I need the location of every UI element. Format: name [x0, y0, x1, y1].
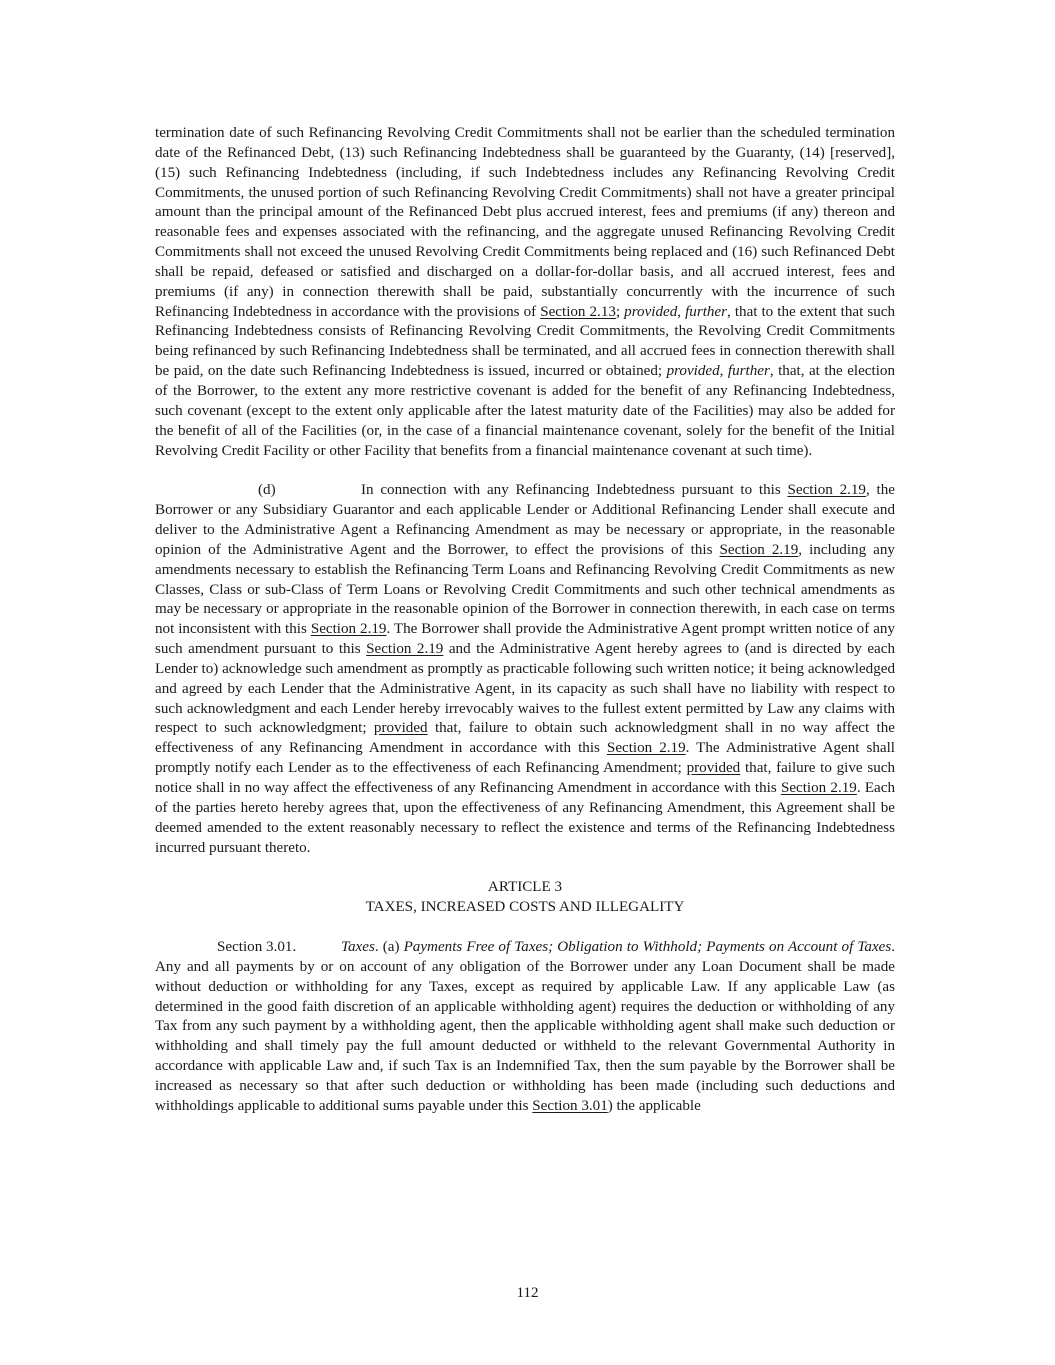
- document-body: [155, 124, 895, 1117]
- section-reference: Section 2.19: [310, 621, 387, 638]
- section-3-01: [155, 938, 895, 1117]
- subsection-heading: Payments Free of Taxes; Obligation to Withhold; Payments on Account of Taxes: [403, 939, 892, 956]
- article-heading: [155, 878, 895, 918]
- text-run: that, failure to give such notice shall in no way affect the effectiveness of any Refinancing Amendment in accordance with this: [155, 760, 895, 796]
- section-reference: Section 2.19: [719, 541, 799, 558]
- section-reference: Section 2.19: [780, 780, 857, 796]
- text-run: , the Borrower or any Subsidiary Guarantor and each applicable Lender or Additional Refinancing Lender shall execute and deliver to the Administrative Agent a Refinancing Amendment as may be necessary or appropriate, in the reasonable opinion of the Administrative Agent and the Borrower, to effect the provisions of this: [155, 482, 895, 558]
- text-run: termination date of such Refinancing Revolving Credit Commitments shall not be earlier than the scheduled termination date of the Refinanced Debt, (13) such Refinancing Indebtedness shall be guaranteed by the Guaranty, (14) [reserved], (15) such Refinancing Indebtedness (including, if such Indebtedness includes any Refinancing Revolving Credit Commitments, the unused portion of such Refinancing Revolving Credit Commitments) shall not have a greater principal amount than the principal amount of the Refinanced Debt plus accrued interest, fees and premiums (if any) thereon and reasonable fees and expenses associated with the refinancing, and the aggregate unused Refinancing Revolving Credit Commitments shall not exceed the unused Revolving Credit Commitments being replaced and (16) such Refinanced Debt shall be repaid, defeased or satisfied and discharged on a dollar-for-dollar basis, and all accrued interest, fees and premiums (if any) in connection therewith shall be paid, substantially concurrently with the incurrence of such Refinancing Indebtedness in accordance with the provisions of: [155, 125, 895, 320]
- proviso-term: provided: [373, 720, 428, 737]
- text-run: , that, at the election of the Borrower, to the extent any more restrictive covenant is added for the benefit of any Refinancing Indebtedness, such covenant (except to the extent only applicable after the latest maturity date of the Facilities) may also be added for the benefit of all of the Facilities (or, in the case of a financial maintenance covenant, solely for the benefit of the Initial Revolving Credit Facility or other Facility that benefits from a financial maintenance covenant at such time).: [155, 363, 895, 459]
- text-run: , including any amendments necessary to establish the Refinancing Term Loans and Refinancing Revolving Credit Commitments as new Classes, Class or sub-Class of Term Loans or Revolving Credit Commitments and such other technical amendments as may be necessary or appropriate in the reasonable opinion of the Borrower in connection therewith, in each case on terms not inconsistent with this: [155, 541, 895, 638]
- paragraph-label: (d): [258, 482, 276, 499]
- proviso-term: provided: [686, 760, 741, 777]
- text-run: and the Administrative Agent hereby agrees to (and is directed by each Lender to) acknowledge such amendment as promptly as practicable following such written notice; it being acknowledged and agreed by each Lender that the Administrative Agent, in its capacity as such shall have no liability with respect to such acknowledgment and each Lender hereby irrevocably waives to the fullest extent permitted by Law any claims with respect to such acknowledgment;: [155, 641, 895, 737]
- text-run: In connection with any Refinancing Indebtedness pursuant to this: [361, 482, 788, 499]
- proviso-term: provided: [666, 363, 720, 380]
- text-run: . Any and all payments by or on account of any obligation of the Borrower under any Loan Document shall be made without deduction or withholding for any Taxes, except as required by applicable Law. If any applicable Law (as determined in the good faith discretion of an applicable withholding agent) requires the deduction or withholding of any Tax from any such payment by a withholding agent, then the applicable withholding agent shall make such deduction or withholding and shall timely pay the full amount deducted or withheld to the relevant Governmental Authority in accordance with applicable Law and, if such Tax is an Indemnified Tax, then the sum payable by the Borrower shall be increased as necessary so that after such deduction or withholding has been made (including such deductions and withholdings applicable to additional sums payable under this: [155, 939, 895, 1114]
- text-run: ,: [677, 303, 686, 320]
- section-reference: Section 2.19: [366, 641, 444, 658]
- section-reference: Section 2.13: [540, 303, 616, 320]
- text-run: , that to the extent that such Refinancing Indebtedness consists of Refinancing Revolving Credit Commitments, the Revolving Credit Commitments being refinanced by such Refinancing Indebtedness shall be terminated, and all accrued fees in connection therewith shall be paid, on the date such Refinancing Indebtedness is issued, incurred or obtained;: [155, 303, 895, 380]
- paragraph-d: [155, 481, 895, 858]
- section-number: Section 3.01.: [217, 939, 297, 956]
- proviso-term: further: [685, 303, 728, 320]
- section-reference: Section 2.19: [787, 482, 866, 499]
- text-run: ;: [615, 303, 625, 320]
- text-run: that, failure to obtain such acknowledgment shall in no way affect the effectiveness of any Refinancing Amendment in accordance with this: [155, 720, 895, 757]
- text-run: ,: [719, 363, 728, 380]
- text-run: ) the applicable: [607, 1097, 701, 1114]
- section-heading: Taxes: [341, 939, 375, 956]
- paragraph-c-continuation: [155, 124, 895, 461]
- text-run: . The Borrower shall provide the Administrative Agent prompt written notice of any such amendment pursuant to this: [155, 621, 895, 658]
- proviso-term: further: [727, 363, 770, 380]
- section-reference: Section 2.19: [606, 740, 686, 757]
- text-run: . The Administrative Agent shall promptly notify each Lender as to the effectiveness of each Refinancing Amendment;: [155, 740, 895, 777]
- proviso-term: provided: [624, 303, 678, 320]
- section-reference: Section 3.01: [532, 1097, 608, 1114]
- text-run: . Each of the parties hereto hereby agrees that, upon the effectiveness of any Refinancing Amendment, this Agreement shall be deemed amended to the extent reasonably necessary to reflect the existence and terms of the Refinancing Indebtedness incurred pursuant thereto.: [155, 780, 895, 856]
- article-title: TAXES, INCREASED COSTS AND ILLEGALITY: [365, 899, 685, 916]
- article-number: ARTICLE 3: [487, 879, 563, 896]
- page-number: 112: [516, 1285, 539, 1301]
- text-run: . (a): [374, 939, 404, 956]
